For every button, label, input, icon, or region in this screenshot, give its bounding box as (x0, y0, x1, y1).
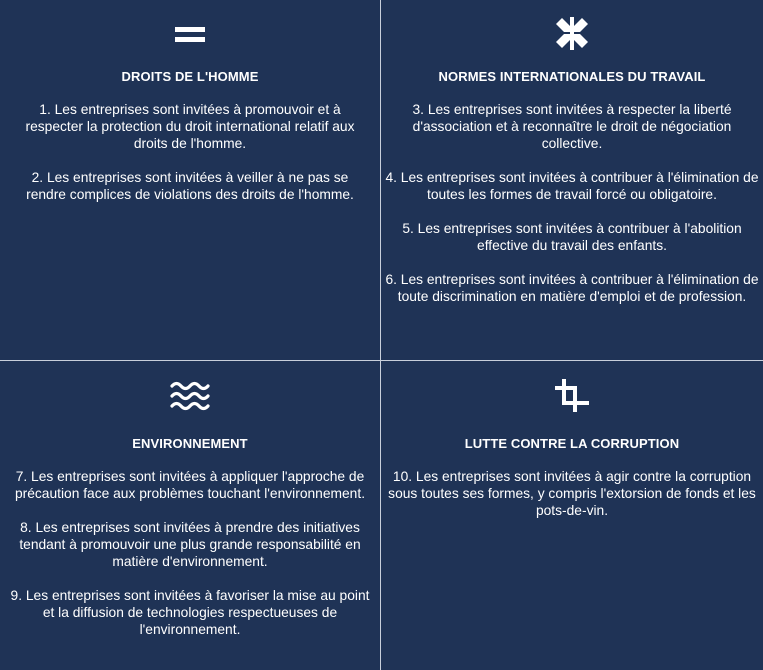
section-anti-corruption (381, 361, 763, 670)
principle-text: 3. Les entreprises sont invitées à respecter la liberté d'association et à reconnaître le droit de négociation collective. (412, 102, 732, 151)
section-human-rights (0, 0, 380, 360)
equals-icon (170, 10, 210, 56)
section-title: NORMES INTERNATIONALES DU TRAVAIL (438, 69, 706, 84)
principle-text: 5. Les entreprises sont invitées à contribuer à l'abolition effective du travail des enfants. (402, 221, 742, 253)
waves-icon (167, 374, 213, 420)
section-environment (0, 361, 380, 670)
arrows-converging-icon (549, 10, 595, 56)
principle-text: 8. Les entreprises sont invitées à prendre des initiatives tendant à promouvoir une plus grande responsabilité en matière d'environnement. (19, 520, 361, 569)
section-title: LUTTE CONTRE LA CORRUPTION (464, 436, 680, 451)
principle-text: 7. Les entreprises sont invitées à appliquer l'approche de précaution face aux problèmes touchant l'environnement. (14, 469, 366, 501)
principle-text: 6. Les entreprises sont invitées à contribuer à l'élimination de toute discrimination en matière d'emploi et de profession. (385, 272, 759, 304)
principle-text: 10. Les entreprises sont invitées à agir contre la corruption sous toutes ses formes, y compris l'extorsion de fonds et les pots-de-vin. (388, 469, 756, 518)
broken-square-icon (549, 374, 595, 420)
section-labour-standards (381, 0, 763, 360)
principle-text: 1. Les entreprises sont invitées à promouvoir et à respecter la protection du droit international relatif aux droits de l'homme. (25, 102, 355, 151)
principle-text: 9. Les entreprises sont invitées à favoriser la mise au point et la diffusion de technologies respectueuses de l'environnement. (10, 588, 370, 637)
principle-text: 4. Les entreprises sont invitées à contribuer à l'élimination de toutes les formes de travail forcé ou obligatoire. (385, 170, 759, 202)
principle-text: 2. Les entreprises sont invitées à veiller à ne pas se rendre complices de violations des droits de l'homme. (26, 170, 354, 202)
section-title: DROITS DE L'HOMME (121, 69, 259, 84)
section-title: ENVIRONNEMENT (132, 436, 248, 451)
